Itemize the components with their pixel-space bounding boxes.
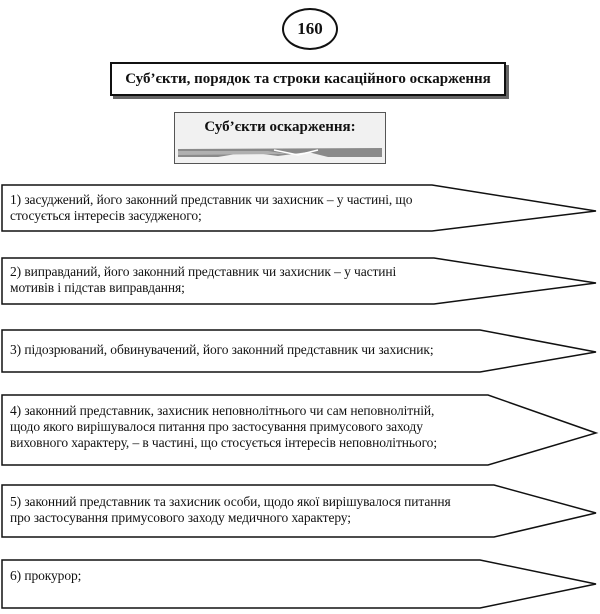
page-number-text: 160 [297,19,323,38]
subject-line: виховного характеру, – в частині, що стосується інтересів неповнолітнього; [10,435,437,450]
subject-arrow-6 [0,558,600,610]
page-number [282,8,338,50]
subject-line: про застосування примусового заходу медичного характеру; [10,510,351,525]
subject-text [10,494,451,526]
subject-arrow-2 [0,256,600,306]
subject-line: 1) засуджений, його законний представник чи захисник – у частині, що [10,192,413,207]
title-text: Суб’єкти, порядок та строки касаційного оскарження [125,70,491,87]
subject-line: 5) законний представник та захисник особи, щодо якої вирішувалося питання [10,494,451,509]
subject-text [10,403,437,451]
subtitle-text: Суб’єкти оскарження: [204,119,356,135]
subject-arrow-5 [0,483,600,539]
subject-text [10,192,412,224]
subject-text [10,264,396,296]
subject-line: 2) виправданий, його законний представник чи захисник – у частині [10,264,397,279]
subject-arrow-3 [0,328,600,374]
subject-line: 3) підозрюваний, обвинувачений, його законний представник чи захисник; [10,342,434,357]
subject-arrow-1 [0,183,600,233]
subject-arrow-4 [0,393,600,467]
brush-stroke-decoration [178,145,382,160]
subtitle-box [174,112,386,164]
subject-line: 4) законний представник, захисник неповнолітнього чи сам неповнолітній, [10,403,435,418]
subject-text [10,568,81,584]
subject-line: щодо якого вирішувалося питання про застосування примусового заходу [10,419,423,434]
subject-line: мотивів і підстав виправдання; [10,280,185,295]
subject-line: 6) прокурор; [10,568,82,583]
subject-text [10,342,433,358]
title-box [110,62,506,96]
subject-line: стосується інтересів засудженого; [10,208,202,223]
arrow-shape [0,558,600,610]
